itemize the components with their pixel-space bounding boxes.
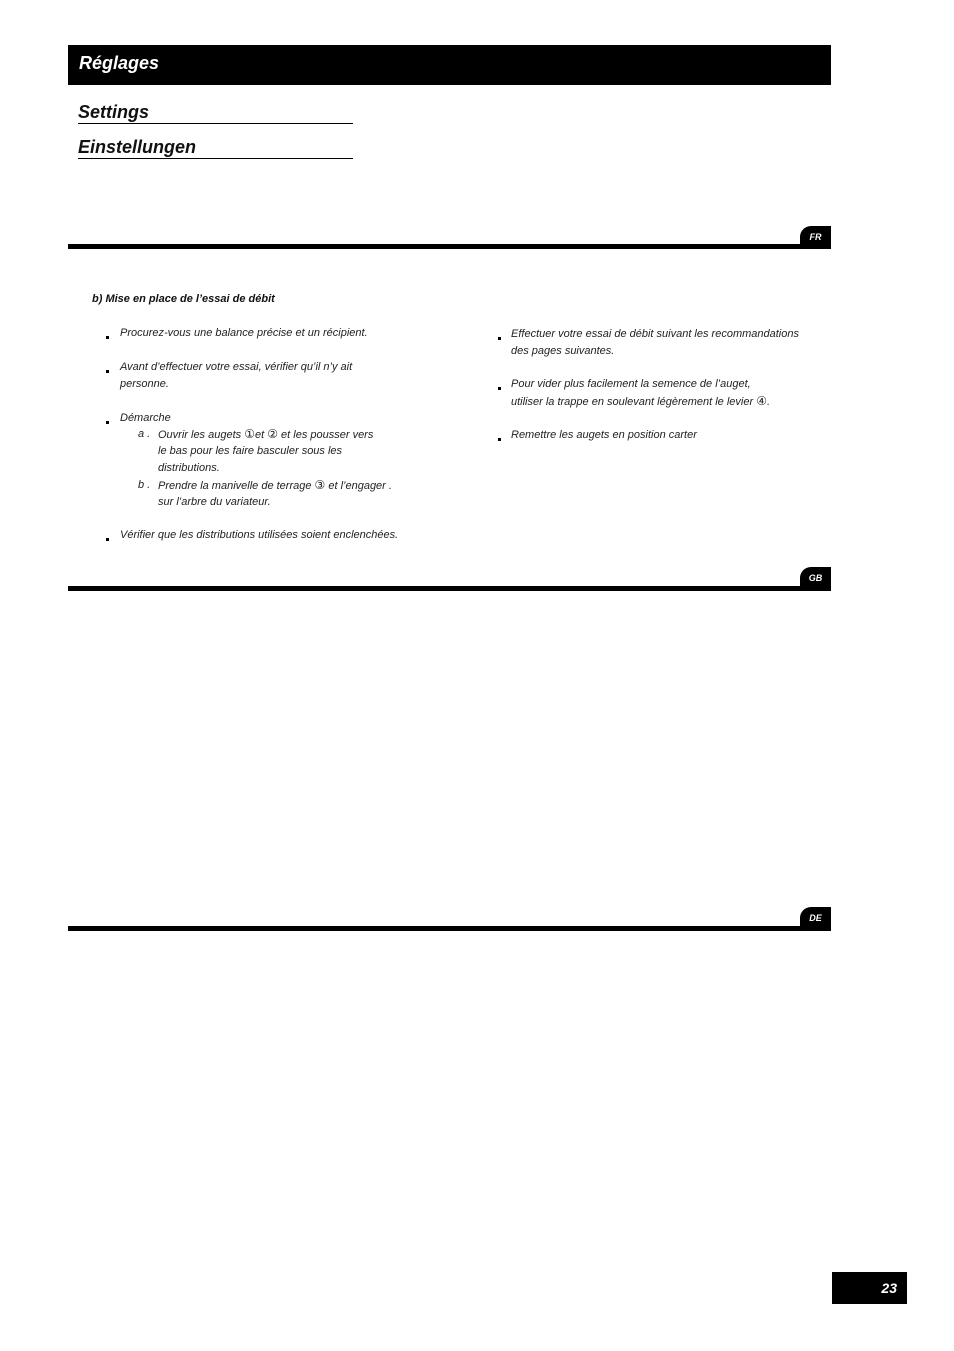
list-item-text-post: . <box>766 396 771 408</box>
list-item: Effectuer votre essai de débit suivant les recommandations <box>511 328 799 340</box>
de-section-rule <box>68 926 831 931</box>
gb-section-rule <box>68 586 831 591</box>
step-a-text-pre: Ouvrir les augets <box>158 429 245 441</box>
list-item-text-pre: utiliser la trappe en soulevant légèrement le levier <box>511 396 757 408</box>
list-item: Avant d’effectuer votre essai, vérifier qu’il n’y ait <box>120 361 353 373</box>
bullet-icon <box>498 337 501 340</box>
step-a-text <box>158 426 373 444</box>
header-bar <box>68 45 831 85</box>
bullet-icon <box>106 370 109 373</box>
step-a-text-post: et les pousser vers <box>277 429 374 441</box>
list-item: Pour vider plus facilement la semence de l’auget, <box>511 378 751 390</box>
list-item-continued: personne. <box>120 378 169 390</box>
step-b-text-post: et l’engager . <box>325 480 392 492</box>
list-item: Démarche <box>120 412 171 424</box>
de-language-badge: DE <box>800 907 831 929</box>
fr-section-rule <box>68 244 831 249</box>
gb-language-badge: GB <box>800 567 831 589</box>
step-a-text-continued: distributions. <box>158 462 220 474</box>
callout-2-icon: ② <box>267 427 278 441</box>
list-item: Vérifier que les distributions utilisées soient enclenchées. <box>120 529 399 541</box>
callout-1-icon: ① <box>244 427 255 441</box>
list-item: Remettre les augets en position carter <box>511 429 697 441</box>
step-b-text-continued: sur l’arbre du variateur. <box>158 496 271 508</box>
page-number: 23 <box>832 1272 907 1304</box>
section-heading: b) Mise en place de l’essai de débit <box>92 293 275 305</box>
bullet-icon <box>106 336 109 339</box>
fr-language-badge: FR <box>800 226 831 248</box>
list-item-continued: des pages suivantes. <box>511 345 615 357</box>
step-b-text-pre: Prendre la manivelle de terrage <box>158 480 315 492</box>
step-label-a: a . <box>138 428 151 440</box>
bullet-icon <box>106 421 109 424</box>
callout-3-icon: ③ <box>314 478 326 492</box>
page-title: Réglages <box>79 53 160 73</box>
step-label-b: b . <box>138 479 151 491</box>
list-item: Procurez-vous une balance précise et un récipient. <box>120 327 368 339</box>
step-a-text-continued: le bas pour les faire basculer sous les <box>158 445 343 457</box>
subtitle-einstellungen: Einstellungen <box>78 136 353 159</box>
list-item-continued <box>511 393 770 411</box>
bullet-icon <box>498 438 501 441</box>
bullet-icon <box>106 538 109 541</box>
callout-4-icon: ④ <box>756 394 767 408</box>
step-a-text-mid: et <box>254 429 268 441</box>
bullet-icon <box>498 387 501 390</box>
step-b-text <box>158 477 392 495</box>
subtitle-settings: Settings <box>78 101 353 124</box>
